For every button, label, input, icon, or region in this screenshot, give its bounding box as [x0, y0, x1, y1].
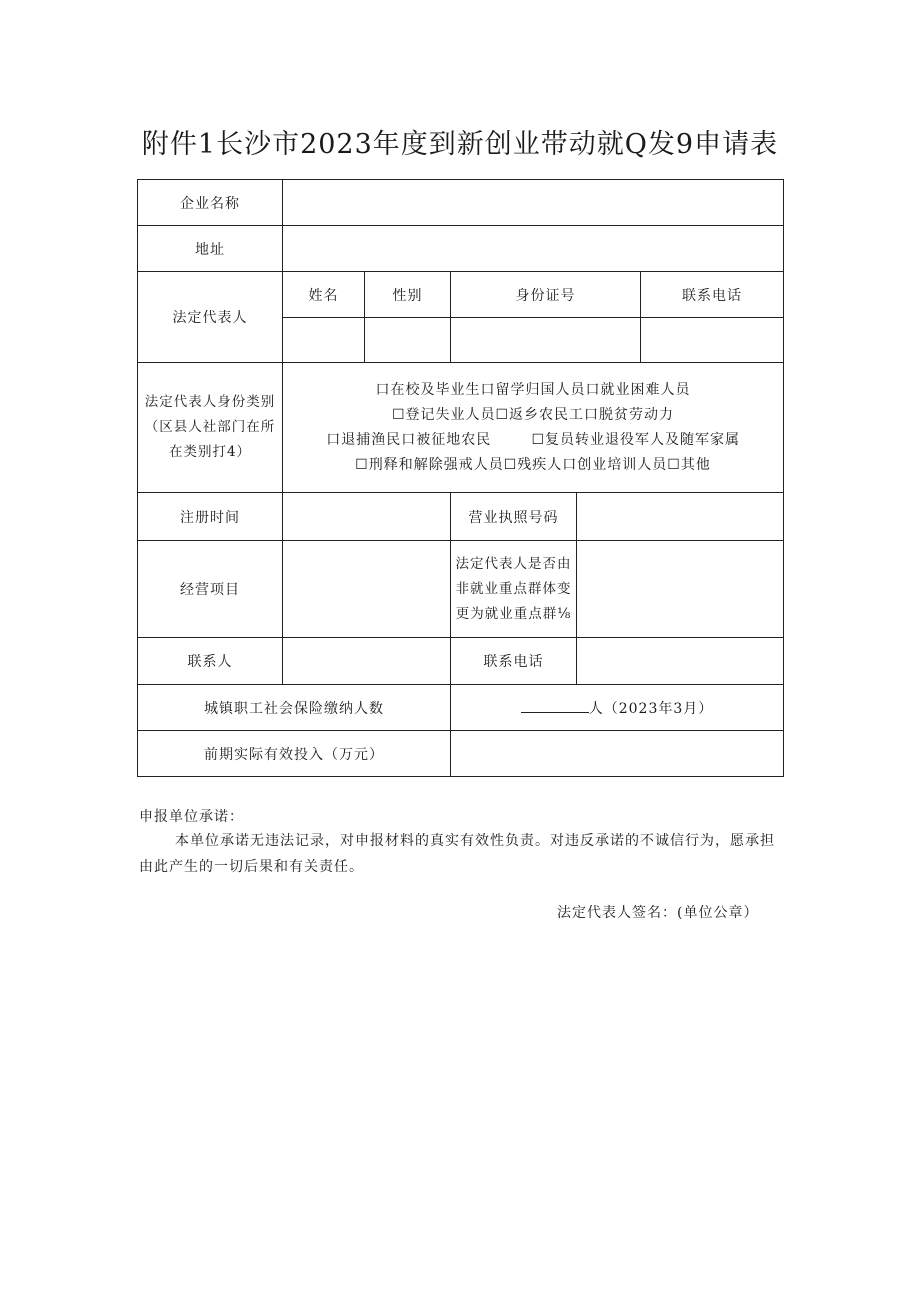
contact-label: 联系人	[138, 638, 283, 685]
category-label: 法定代表人身份类别（区县人社部门在所在类别打4）	[138, 363, 283, 493]
contact-field[interactable]	[283, 638, 451, 685]
category-line-5[interactable]: ☐刑释和解除强戒人员☐残疾人口创业培训人员☐其他	[355, 456, 711, 473]
signature-line: 法定代表人签名：(单位公章）	[557, 905, 759, 921]
category-line-3b[interactable]: ☐复员转业退役军人及随军家属	[531, 431, 741, 448]
company-name-field[interactable]	[283, 180, 784, 226]
category-line-3a[interactable]: 口退捕渔民口被征地农民	[326, 431, 492, 448]
change-field[interactable]	[577, 541, 784, 638]
application-form-table	[137, 179, 784, 777]
license-field[interactable]	[577, 493, 784, 541]
license-label: 营业执照号码	[451, 493, 577, 541]
insurance-unit: 人（2023年3月）	[588, 700, 714, 717]
pledge-body: 本单位承诺无违法记录，对申报材料的真实有效性负责。对违反承诺的不诚信行为，愿承担由此产生的一切后果和有关责任。	[139, 833, 775, 875]
legal-rep-label: 法定代表人	[138, 272, 283, 363]
col-phone-header: 联系电话	[641, 272, 784, 318]
page-title: 附件1长沙市2023年度到新创业带动就Q发9申请表	[141, 129, 779, 160]
category-line-3[interactable]	[286, 428, 780, 453]
pledge-heading: 申报单位承诺：	[139, 809, 244, 825]
reg-time-field[interactable]	[283, 493, 451, 541]
legal-rep-gender-field[interactable]	[365, 318, 451, 363]
address-field[interactable]	[283, 226, 784, 272]
category-line-1[interactable]: 口在校及毕业生口留学归国人员口就业困难人员	[375, 381, 691, 398]
contact-phone-label: 联系电话	[451, 638, 577, 685]
business-field[interactable]	[283, 541, 451, 638]
category-line-2[interactable]: ☐登记失业人员☐返乡农民工口脱贫劳动力	[391, 406, 675, 423]
legal-rep-phone-field[interactable]	[641, 318, 784, 363]
col-id-header: 身份证号	[451, 272, 641, 318]
legal-rep-id-field[interactable]	[451, 318, 641, 363]
company-name-label: 企业名称	[138, 180, 283, 226]
address-label: 地址	[138, 226, 283, 272]
contact-phone-field[interactable]	[577, 638, 784, 685]
insurance-label: 城镇职工社会保险缴纳人数	[138, 685, 451, 731]
investment-field[interactable]	[451, 731, 784, 777]
change-label: 法定代表人是否由非就业重点群体变更为就业重点群⅛	[451, 541, 577, 638]
col-gender-header: 性别	[365, 272, 451, 318]
reg-time-label: 注册时间	[138, 493, 283, 541]
investment-label: 前期实际有效投入（万元）	[138, 731, 451, 777]
insurance-field[interactable]	[451, 685, 784, 731]
legal-rep-name-field[interactable]	[283, 318, 365, 363]
business-label: 经营项目	[138, 541, 283, 638]
col-name-header: 姓名	[283, 272, 365, 318]
category-options[interactable]	[283, 363, 784, 493]
insurance-blank[interactable]	[521, 698, 589, 713]
